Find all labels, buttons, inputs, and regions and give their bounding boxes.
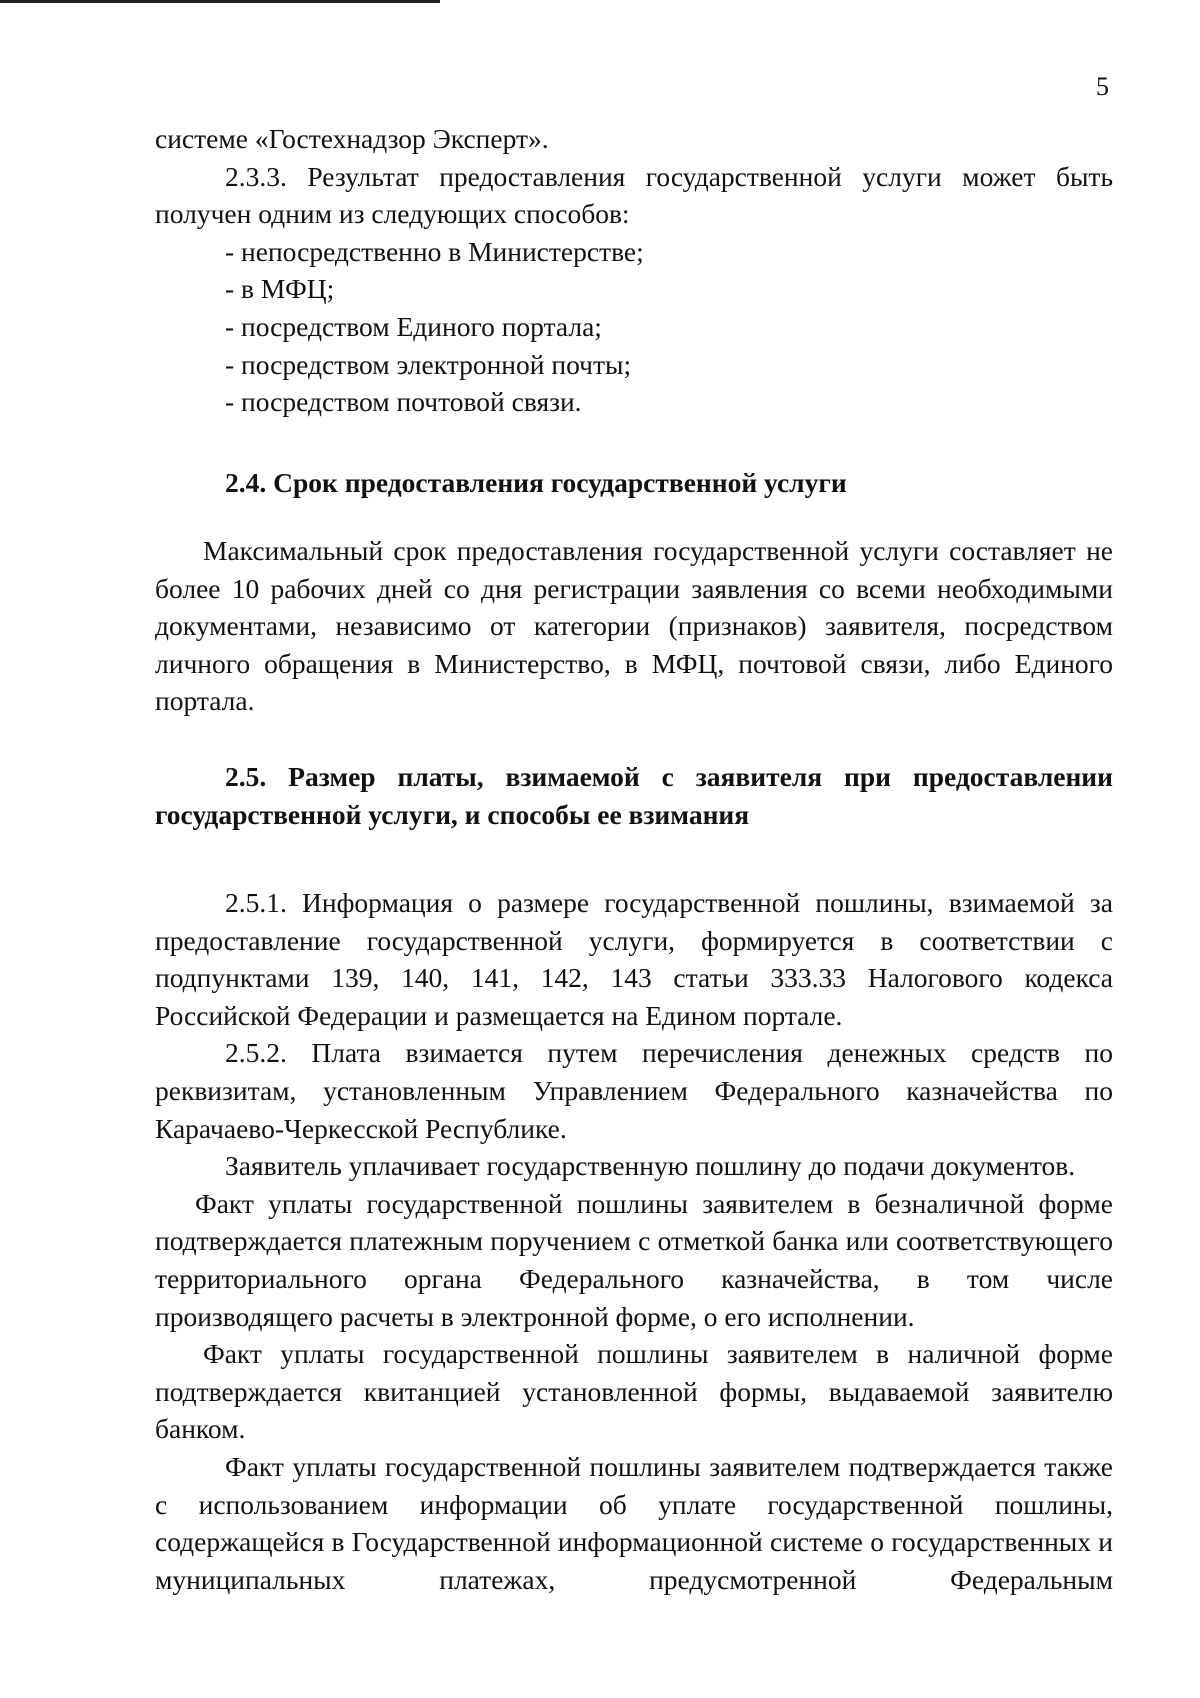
paragraph-2-3-3: 2.3.3. Результат предоставления государственной услуги может быть получен одним из следующих способов: — [155, 160, 1113, 230]
scan-edge-line — [0, 0, 440, 3]
list-item: - непосредственно в Министерстве; — [225, 235, 644, 267]
list-item: - посредством почтовой связи. — [225, 386, 582, 418]
section-heading-2-4: 2.4. Срок предоставления государственной услуги — [225, 467, 847, 498]
paragraph-2-5-1: 2.5.1. Информация о размере государственной пошлины, взимаемой за предоставление государственной услуги, формируется в соответствии с подпунктами 139, 140, 141, 142, 143 статьи 333.33 Налогового кодекса Российской Федерации и размещается на Едином портале. — [155, 887, 1113, 1031]
list-item: - в МФЦ; — [225, 273, 335, 305]
list-item: - посредством электронной почты; — [225, 348, 632, 380]
section-2-4 — [155, 464, 1113, 502]
list-item: - посредством Единого портала; — [225, 310, 602, 342]
carryover-line: системе «Гостехнадзор Эксперт». — [155, 123, 549, 154]
paragraph-2-4: Максимальный срок предоставления государственной услуги составляет не более 10 рабочих дней со дня регистрации заявления со всеми необходимыми документами, независимо от категории (признаков) заявителя, посредством личного обращения в Министерство, в МФЦ, почтовой связи, либо Единого портала. — [155, 535, 1113, 717]
paragraph-cash: Факт уплаты государственной пошлины заявителем в наличной форме подтверждается квитанцией установленной формы, выдаваемой заявителю банком. — [155, 1338, 1113, 1445]
section-2-4-body — [155, 532, 1113, 720]
paragraph-gis: Факт уплаты государственной пошлины заявителем подтверждается также с использованием информации об уплате государственной пошлины, содержащейся в Государственной информационной системе о государственных и муниципальных платежах, предусмотренной Федеральным — [155, 1451, 1113, 1595]
section-2-5-tail — [155, 1448, 1113, 1598]
section-2-3-3 — [155, 120, 1113, 421]
section-2-5 — [155, 758, 1113, 833]
section-2-5-body — [155, 884, 1113, 1448]
paragraph-payer: Заявитель уплачивает государственную пошлину до подачи документов. — [225, 1150, 1076, 1182]
section-heading-2-5: 2.5. Размер платы, взимаемой с заявителя при предоставлении государственной услуги, и способы ее взимания — [155, 761, 1113, 830]
paragraph-cashless: Факт уплаты государственной пошлины заявителем в безналичной форме подтверждается платежным поручением с отметкой банка или соответствующего территориального органа Федерального казначейства, в том числе производящего расчеты в электронной форме, о его исполнении. — [155, 1187, 1113, 1332]
paragraph-2-5-2: 2.5.2. Плата взимается путем перечисления денежных средств по реквизитам, установленным Управлением Федерального казначейства по Карачаево-Черкесской Республике. — [155, 1037, 1113, 1144]
page-number: 5 — [1096, 72, 1109, 101]
